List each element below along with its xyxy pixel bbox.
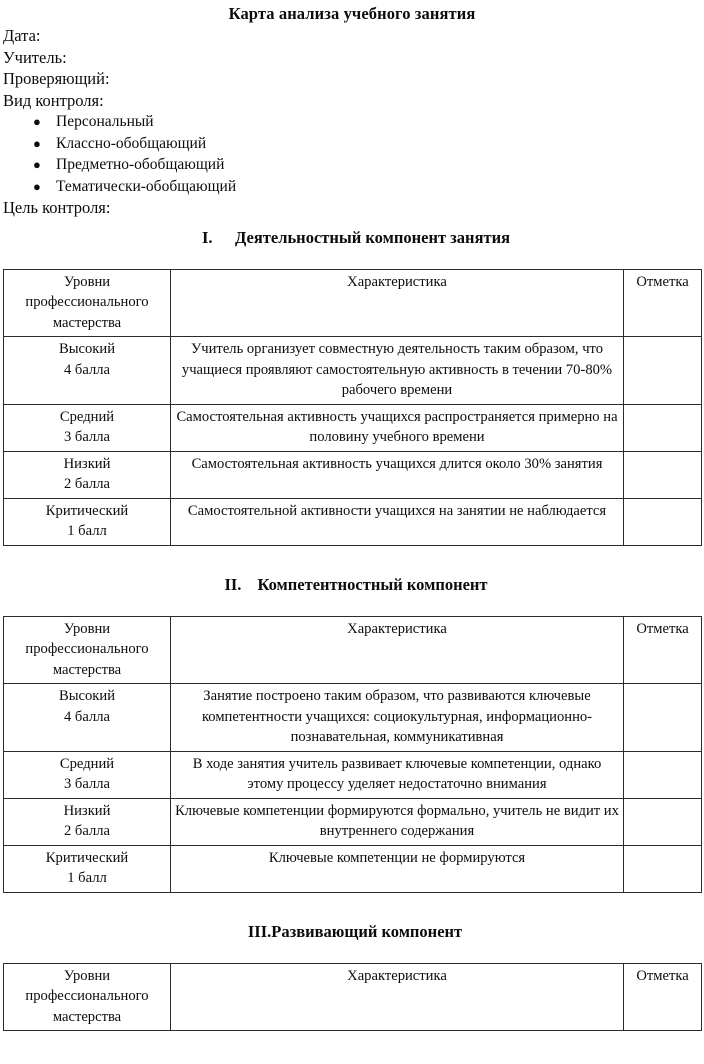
cell-level bbox=[4, 751, 171, 798]
field-control-goal: Цель контроля: bbox=[3, 198, 111, 217]
cell-mark[interactable] bbox=[624, 451, 702, 498]
list-item bbox=[3, 111, 701, 133]
list-item-label: Классно-обобщающий bbox=[56, 134, 207, 152]
level-score: 2 балла bbox=[63, 823, 111, 839]
section-heading-1: I. Деятельностный компонент занятия bbox=[201, 227, 511, 247]
table-row bbox=[4, 451, 702, 498]
level-name: Высокий bbox=[58, 341, 116, 357]
level-score: 3 балла bbox=[63, 776, 111, 792]
column-header-level: Уровни профессионального мастерства bbox=[4, 963, 171, 1031]
list-item bbox=[3, 133, 701, 155]
field-teacher: Учитель: bbox=[3, 47, 67, 67]
cell-level bbox=[4, 451, 171, 498]
cell-description: Ключевые компетенции формируются формально, учитель не видит их внутреннего содержания bbox=[171, 798, 624, 845]
table-header-row bbox=[4, 963, 702, 1031]
page-title: Карта анализа учебного занятия bbox=[228, 4, 476, 23]
document-page bbox=[0, 3, 704, 1064]
cell-level bbox=[4, 337, 171, 405]
control-type-list bbox=[3, 111, 701, 197]
cell-level bbox=[4, 845, 171, 892]
cell-mark[interactable] bbox=[624, 798, 702, 845]
spacer bbox=[3, 249, 701, 269]
cell-mark[interactable] bbox=[624, 404, 702, 451]
cell-level bbox=[4, 684, 171, 752]
table-row bbox=[4, 845, 702, 892]
cell-level bbox=[4, 798, 171, 845]
level-name: Критический bbox=[45, 849, 129, 866]
field-date: Дата: bbox=[3, 26, 41, 45]
grade-table-2 bbox=[3, 616, 702, 893]
cell-mark[interactable] bbox=[624, 337, 702, 405]
table-header-row bbox=[4, 616, 702, 684]
list-item-label: Предметно-обобщающий bbox=[56, 156, 225, 173]
level-score: 4 балла bbox=[63, 708, 111, 725]
bullet-icon: ● bbox=[33, 114, 41, 129]
cell-description: В ходе занятия учитель развивает ключевые компетенции, однако этому процессу уделяет недостаточно внимания bbox=[171, 751, 624, 798]
spacer bbox=[3, 596, 701, 616]
cell-mark[interactable] bbox=[624, 751, 702, 798]
field-control-type: Вид контроля: bbox=[3, 90, 104, 110]
cell-description: Учитель организует совместную деятельность таким образом, что учащиеся проявляют самостоятельную активность в течении 70-80% рабочего времени bbox=[171, 337, 624, 405]
column-header-characteristic: Характеристика bbox=[171, 963, 624, 1031]
table-row bbox=[4, 751, 702, 798]
column-header-level: Уровни профессионального мастерства bbox=[4, 269, 171, 337]
grade-table-1 bbox=[3, 269, 702, 546]
spacer bbox=[3, 546, 701, 574]
level-name: Высокий bbox=[58, 688, 116, 704]
level-name: Средний bbox=[59, 408, 115, 425]
level-score: 4 балла bbox=[63, 361, 111, 378]
cell-description: Самостоятельная активность учащихся длится около 30% занятия bbox=[171, 451, 624, 498]
level-score: 1 балл bbox=[67, 523, 107, 539]
list-item bbox=[3, 176, 701, 198]
list-item-label: Персональный bbox=[56, 113, 154, 130]
column-header-level: Уровни профессионального мастерства bbox=[4, 616, 171, 684]
level-score: 3 балла bbox=[63, 429, 111, 445]
list-item-label: Тематически-обобщающий bbox=[56, 177, 237, 195]
bullet-icon: ● bbox=[33, 178, 41, 194]
level-score: 1 балл bbox=[67, 870, 107, 886]
spacer bbox=[3, 943, 701, 963]
level-score: 2 балла bbox=[63, 476, 111, 492]
table-header-row bbox=[4, 269, 702, 337]
cell-level bbox=[4, 404, 171, 451]
cell-mark[interactable] bbox=[624, 684, 702, 752]
column-header-mark: Отметка bbox=[624, 963, 702, 1031]
cell-description: Занятие построено таким образом, что развиваются ключевые компетентности учащихся: социокультурная, информационно-познавательная, коммуникативная bbox=[171, 684, 624, 752]
cell-level bbox=[4, 498, 171, 545]
section-heading-2: II. Компетентностный компонент bbox=[224, 574, 488, 594]
cell-description: Самостоятельная активность учащихся распространяется примерно на половину учебного времени bbox=[171, 404, 624, 451]
column-header-characteristic: Характеристика bbox=[171, 616, 624, 684]
table-row bbox=[4, 684, 702, 752]
section-heading-3: III.Развивающий компонент bbox=[247, 921, 463, 941]
level-name: Средний bbox=[59, 755, 115, 772]
table-row bbox=[4, 404, 702, 451]
list-item bbox=[3, 154, 701, 176]
table-row bbox=[4, 498, 702, 545]
column-header-characteristic: Характеристика bbox=[171, 269, 624, 337]
cell-mark[interactable] bbox=[624, 498, 702, 545]
cell-description: Ключевые компетенции не формируются bbox=[171, 845, 624, 892]
cell-mark[interactable] bbox=[624, 845, 702, 892]
spacer bbox=[3, 893, 701, 921]
column-header-mark: Отметка bbox=[624, 269, 702, 337]
field-inspector: Проверяющий: bbox=[3, 69, 110, 88]
bullet-icon: ● bbox=[33, 157, 41, 172]
table-row bbox=[4, 337, 702, 405]
level-name: Критический bbox=[45, 502, 129, 519]
column-header-mark: Отметка bbox=[624, 616, 702, 684]
level-name: Низкий bbox=[63, 802, 111, 819]
bullet-icon: ● bbox=[33, 135, 41, 151]
level-name: Низкий bbox=[63, 455, 111, 472]
cell-description: Самостоятельной активности учащихся на занятии не наблюдается bbox=[171, 498, 624, 545]
table-row bbox=[4, 798, 702, 845]
grade-table-3 bbox=[3, 963, 702, 1032]
